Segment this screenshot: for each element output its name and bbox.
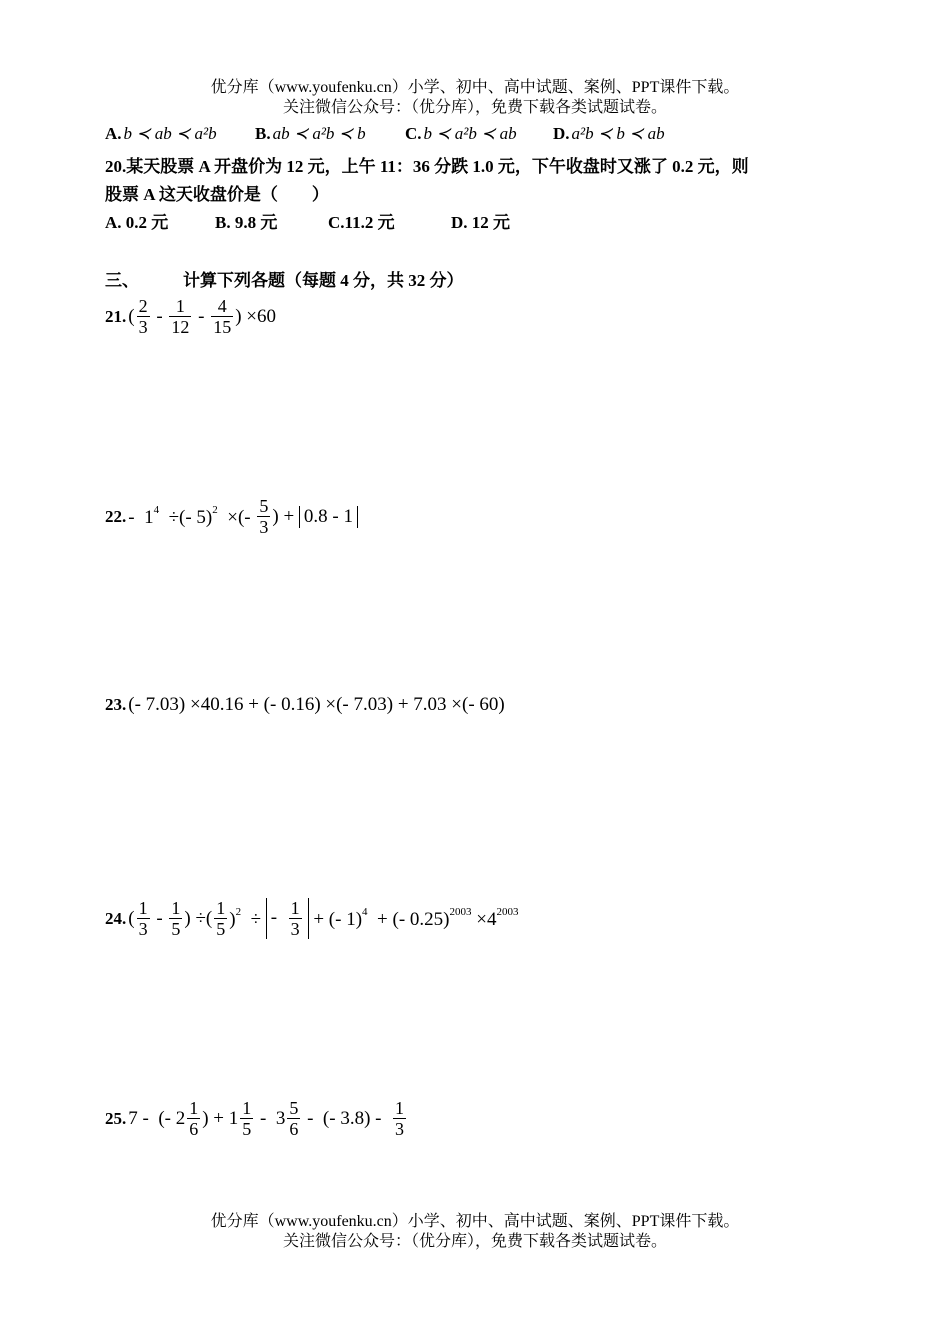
q20-stem-line-2: 股票 A 这天收盘价是（ ） — [105, 185, 329, 204]
section-title: 计算下列各题（每题 4 分，共 32 分） — [183, 271, 464, 290]
q20-option-c: C.11.2 元 — [328, 213, 395, 232]
q20-option-d: D. 12 元 — [451, 213, 511, 232]
q20-stem-line-1: 20.某天股票 A 开盘价为 12 元，上午 11：36 分跌 1.0 元，下午收盘时又涨了 0.2 元，则 — [105, 157, 749, 176]
q19-option-b: B. ab ≺ a²b ≺ b — [255, 124, 366, 143]
problem-24: 24. ( $\frac{1}{3}$ - $\frac{1}{5}$ ) ÷( $\frac{1}{5}$ )$^2$ ÷ - $\frac{1}{3}$ + (- 1)$^4$ + (- $0.25)^{2003} \times 4^{2003}$ — [105, 898, 519, 939]
q20-option-b: B. 9.8 元 — [215, 213, 278, 232]
problem-23: 23. (- 7.03) ×40.16 + (- 0.16) ×(- 7.03) + 7.03 ×(- 60) — [105, 694, 505, 715]
q20-option-a: A. 0.2 元 — [105, 213, 169, 232]
fraction: $\frac{5}{6}$ — [289, 1098, 299, 1139]
problem-23-expression: (- 7.03) ×40.16 + (- 0.16) ×(- 7.03) + 7.03 ×(- 60) — [128, 694, 505, 715]
problem-21: 21. ( $\frac{2}{3}$ - $\frac{1}{12}$ - $\frac{4}{15}$ ) ×60 — [105, 296, 277, 337]
header-line-1: 优分库（www.youfenku.cn）小学、初中、高中试题、案例、PPT课件下载。 — [210, 79, 740, 96]
q19-options — [105, 122, 665, 146]
problem-22: 22. - $1^4$ ÷(- 5)$^2$ ×(- $\frac{5}{3}$ ) + 0.8 - 1 — [105, 496, 358, 537]
fraction: $\frac{1}{12}$ — [171, 296, 190, 337]
fraction: $\frac{2}{3}$ — [138, 296, 148, 337]
section-number: 三、 — [105, 271, 139, 290]
fraction: $\frac{1}{5}$ — [171, 898, 181, 939]
problem-25: 25. 7 - (- 2 $\frac{1}{6}$ ) + 1 $\frac{1}{5}$ - 3 $\frac{5}{6}$ - (- 3.8) - $\frac{1}{3}$ — [105, 1098, 404, 1139]
header-line-2: 关注微信公众号：（优分库），免费下载各类试题试卷。 — [282, 99, 667, 116]
fraction: $\frac{1}{5}$ — [216, 898, 226, 939]
absolute-value: - $\frac{1}{3}$ — [266, 898, 309, 939]
q19-option-a: A. b ≺ ab ≺ a²b — [105, 124, 217, 143]
q19-option-c: C. b ≺ a²b ≺ ab — [405, 124, 517, 143]
footer-line-1: 优分库（www.youfenku.cn）小学、初中、高中试题、案例、PPT课件下载。 — [210, 1213, 740, 1230]
fraction: $\frac{5}{3}$ — [259, 496, 269, 537]
fraction: $\frac{1}{3}$ — [395, 1098, 404, 1139]
footer-line-2: 关注微信公众号：（优分库），免费下载各类试题试卷。 — [282, 1233, 667, 1250]
fraction: $\frac{4}{15}$ — [213, 296, 232, 337]
absolute-value: 0.8 - 1 — [299, 506, 358, 528]
fraction: $\frac{1}{5}$ — [242, 1098, 252, 1139]
q20-options — [105, 208, 510, 233]
q19-option-d: D. a²b ≺ b ≺ ab — [553, 124, 665, 143]
fraction: $\frac{1}{6}$ — [189, 1098, 199, 1139]
fraction: $\frac{1}{3}$ — [138, 898, 148, 939]
